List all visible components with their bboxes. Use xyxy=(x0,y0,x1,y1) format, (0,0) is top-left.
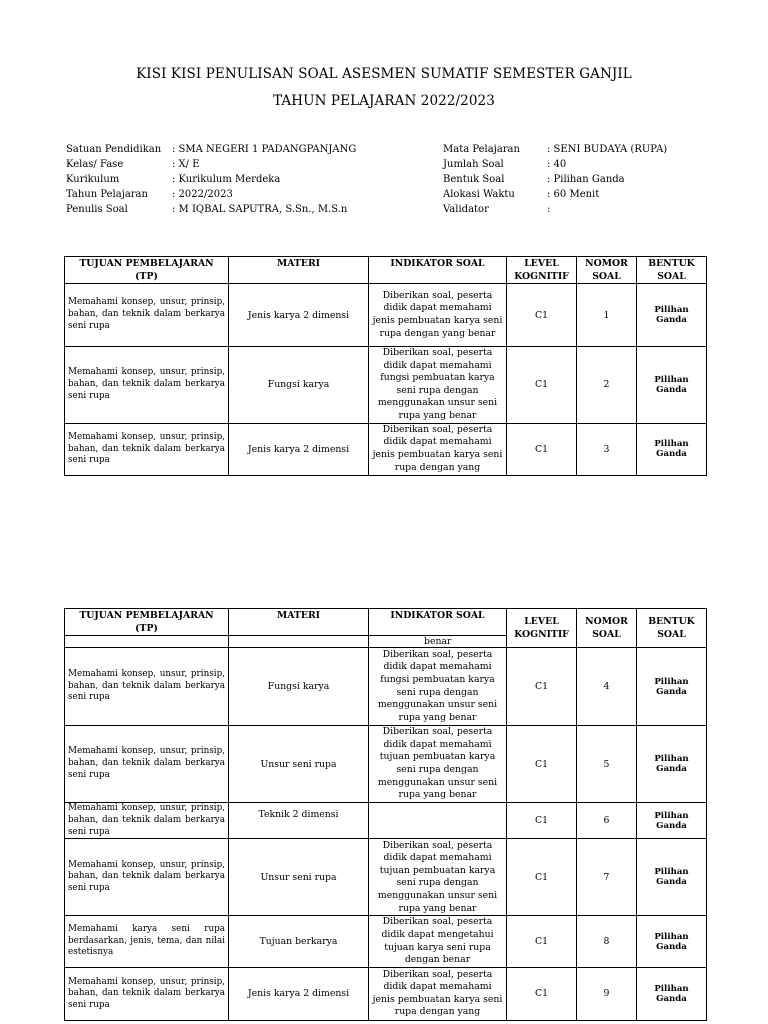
col-header-materi: MATERI xyxy=(229,257,369,284)
table-row xyxy=(65,839,707,916)
info-value: : 40 xyxy=(547,159,567,170)
table-row xyxy=(65,916,707,967)
info-label: Jumlah Soal xyxy=(443,159,504,170)
table-header-row xyxy=(65,609,707,636)
document-subtitle: TAHUN PELAJARAN 2022/2023 xyxy=(273,93,495,109)
cell-tp: Memahami konsep, unsur, prinsip, bahan, dan teknik dalam berkarya seni rupa xyxy=(65,803,229,839)
info-row-jumlah xyxy=(443,157,667,172)
info-row-satuan xyxy=(66,142,356,157)
cell-materi: Jenis karya 2 dimensi xyxy=(229,423,369,475)
cell-materi: Teknik 2 dimensi xyxy=(229,803,369,839)
info-value: : X/ E xyxy=(172,159,200,170)
info-row-mapel xyxy=(443,142,667,157)
cell-tp: Memahami konsep, unsur, prinsip, bahan, dan teknik dalam berkarya seni rupa xyxy=(65,648,229,726)
cell-tp: Memahami konsep, unsur, prinsip, bahan, dan teknik dalam berkarya seni rupa xyxy=(65,726,229,803)
info-row-kurikulum xyxy=(66,172,356,187)
info-value: : Pilihan Ganda xyxy=(547,174,625,185)
cell-level: C1 xyxy=(507,803,577,839)
info-label: Mata Pelajaran xyxy=(443,144,520,155)
cell-nomor: 3 xyxy=(577,423,637,475)
cell-bentuk: Pilihan Ganda xyxy=(637,284,707,347)
cell-bentuk: Pilihan Ganda xyxy=(637,839,707,916)
cell-indikator: Diberikan soal, peserta didik dapat memahami jenis pembuatan karya seni rupa dengan yang benar xyxy=(369,284,507,347)
info-row-alokasi xyxy=(443,187,667,202)
cell-level: C1 xyxy=(507,726,577,803)
info-row-tahun xyxy=(66,187,356,202)
cell-level: C1 xyxy=(507,347,577,424)
info-value: : 60 Menit xyxy=(547,189,600,200)
col-header-indikator: INDIKATOR SOAL xyxy=(369,609,507,636)
info-row-penulis xyxy=(66,202,356,217)
cell-indikator: Diberikan soal, peserta didik dapat memahami tujuan pembuatan karya seni rupa dengan menggunakan unsur seni rupa yang benar xyxy=(369,726,507,803)
col-header-level: LEVEL KOGNITIF xyxy=(507,609,577,648)
cell-level: C1 xyxy=(507,839,577,916)
cell-indikator-continuation: benar xyxy=(369,636,507,648)
cell-bentuk: Pilihan Ganda xyxy=(637,803,707,839)
info-value: : 2022/2023 xyxy=(172,189,233,200)
cell-materi: Unsur seni rupa xyxy=(229,839,369,916)
col-header-bentuk: BENTUK SOAL xyxy=(637,257,707,284)
info-value: : M IQBAL SAPUTRA, S.Sn., M.S.n xyxy=(172,204,348,215)
info-value: : SENI BUDAYA (RUPA) xyxy=(547,144,668,155)
cell-nomor: 8 xyxy=(577,916,637,967)
cell-tp: Memahami konsep, unsur, prinsip, bahan, dan teknik dalam berkarya seni rupa xyxy=(65,967,229,1020)
cell-level: C1 xyxy=(507,423,577,475)
info-value: : xyxy=(547,204,551,215)
table-row xyxy=(65,423,707,475)
cell-bentuk: Pilihan Ganda xyxy=(637,916,707,967)
cell-nomor: 4 xyxy=(577,648,637,726)
col-header-nomor: NOMOR SOAL xyxy=(577,257,637,284)
cell-materi: Jenis karya 2 dimensi xyxy=(229,284,369,347)
cell-nomor: 6 xyxy=(577,803,637,839)
info-row-kelas xyxy=(66,157,356,172)
cell-bentuk: Pilihan Ganda xyxy=(637,648,707,726)
cell-indikator: Diberikan soal, peserta didik dapat memahami fungsi pembuatan karya seni rupa dengan menggunakan unsur seni rupa yang benar xyxy=(369,347,507,424)
cell-nomor: 7 xyxy=(577,839,637,916)
col-header-tp: TUJUAN PEMBELAJARAN (TP) xyxy=(65,257,229,284)
cell-indikator: Diberikan soal, peserta didik dapat memahami jenis pembuatan karya seni rupa dengan yang xyxy=(369,967,507,1020)
table-row xyxy=(65,648,707,726)
cell-tp: Memahami konsep, unsur, prinsip, bahan, dan teknik dalam berkarya seni rupa xyxy=(65,347,229,424)
col-header-nomor: NOMOR SOAL xyxy=(577,609,637,648)
info-label: Alokasi Waktu xyxy=(443,189,515,200)
table-header-row xyxy=(65,257,707,284)
info-right xyxy=(443,142,667,217)
cell-level: C1 xyxy=(507,284,577,347)
cell-tp: Memahami konsep, unsur, prinsip, bahan, dan teknik dalam berkarya seni rupa xyxy=(65,423,229,475)
cell-nomor: 9 xyxy=(577,967,637,1020)
info-row-bentuk xyxy=(443,172,667,187)
table-row xyxy=(65,967,707,1020)
info-label: Kelas/ Fase xyxy=(66,159,124,170)
col-header-bentuk: BENTUK SOAL xyxy=(637,609,707,648)
cell-indikator: Diberikan soal, peserta didik dapat memahami jenis pembuatan karya seni rupa dengan yang xyxy=(369,423,507,475)
table-row xyxy=(65,803,707,839)
col-header-tp: TUJUAN PEMBELAJARAN (TP) xyxy=(65,609,229,636)
table-row xyxy=(65,284,707,347)
info-label: Satuan Pendidikan xyxy=(66,144,162,155)
info-left xyxy=(66,142,356,217)
cell-tp: Memahami karya seni rupa berdasarkan, jenis, tema, dan nilai estetisnya xyxy=(65,916,229,967)
cell-indikator: Diberikan soal, peserta didik dapat mengetahui tujuan karya seni rupa dengan benar xyxy=(369,916,507,967)
cell-indikator xyxy=(369,803,507,839)
info-label: Kurikulum xyxy=(66,174,120,185)
col-header-level: LEVEL KOGNITIF xyxy=(507,257,577,284)
table-row xyxy=(65,726,707,803)
cell-level: C1 xyxy=(507,916,577,967)
cell-materi: Fungsi karya xyxy=(229,648,369,726)
cell-level: C1 xyxy=(507,967,577,1020)
info-row-validator xyxy=(443,202,667,217)
cell-materi: Fungsi karya xyxy=(229,347,369,424)
cell-level: C1 xyxy=(507,648,577,726)
cell-indikator: Diberikan soal, peserta didik dapat memahami fungsi pembuatan karya seni rupa dengan menggunakan unsur seni rupa yang benar xyxy=(369,648,507,726)
cell-nomor: 2 xyxy=(577,347,637,424)
cell-materi: Tujuan berkarya xyxy=(229,916,369,967)
cell-bentuk: Pilihan Ganda xyxy=(637,423,707,475)
info-label: Penulis Soal xyxy=(66,204,128,215)
kisi-table-1 xyxy=(64,256,707,476)
cell-bentuk: Pilihan Ganda xyxy=(637,347,707,424)
cell-nomor: 5 xyxy=(577,726,637,803)
cell-materi: Unsur seni rupa xyxy=(229,726,369,803)
cell-tp-empty xyxy=(65,636,229,648)
kisi-table-2 xyxy=(64,608,707,1021)
col-header-indikator: INDIKATOR SOAL xyxy=(369,257,507,284)
cell-indikator: Diberikan soal, peserta didik dapat memahami tujuan pembuatan karya seni rupa dengan menggunakan unsur seni rupa yang benar xyxy=(369,839,507,916)
cell-materi: Jenis karya 2 dimensi xyxy=(229,967,369,1020)
cell-bentuk: Pilihan Ganda xyxy=(637,726,707,803)
cell-tp: Memahami konsep, unsur, prinsip, bahan, dan teknik dalam berkarya seni rupa xyxy=(65,284,229,347)
info-label: Validator xyxy=(443,204,489,215)
info-label: Bentuk Soal xyxy=(443,174,505,185)
cell-nomor: 1 xyxy=(577,284,637,347)
cell-materi-empty xyxy=(229,636,369,648)
cell-tp: Memahami konsep, unsur, prinsip, bahan, dan teknik dalam berkarya seni rupa xyxy=(65,839,229,916)
info-label: Tahun Pelajaran xyxy=(66,189,148,200)
col-header-materi: MATERI xyxy=(229,609,369,636)
document-title: KISI KISI PENULISAN SOAL ASESMEN SUMATIF SEMESTER GANJIL xyxy=(136,66,632,82)
table-row xyxy=(65,347,707,424)
info-value: : SMA NEGERI 1 PADANGPANJANG xyxy=(172,144,357,155)
cell-bentuk: Pilihan Ganda xyxy=(637,967,707,1020)
info-value: : Kurikulum Merdeka xyxy=(172,174,281,185)
